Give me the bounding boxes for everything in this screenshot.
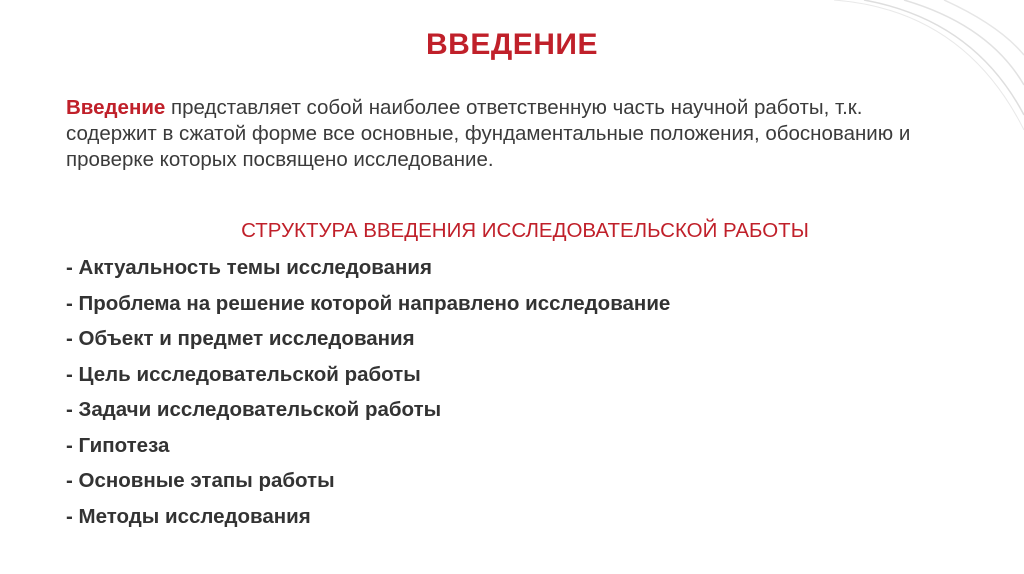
- list-item: - Методы исследования: [66, 504, 311, 528]
- list-item: - Проблема на решение которой направлено исследование: [66, 291, 671, 315]
- list-item: - Гипотеза: [66, 433, 170, 457]
- list-item: - Объект и предмет исследования: [66, 327, 415, 350]
- list-item: - Актуальность темы исследования: [66, 256, 432, 279]
- intro-text: представляет собой наиболее ответственную часть научной работы, т.к. содержит в сжатой форме все основные, фундаментальные положения, обоснованию и проверке которых посвящено исследование.: [66, 96, 911, 171]
- structure-heading: СТРУКТУРА ВВЕДЕНИЯ ИССЛЕДОВАТЕЛЬСКОЙ РАБОТЫ: [241, 219, 809, 242]
- intro-paragraph: [66, 95, 946, 173]
- structure-list: [66, 254, 670, 538]
- list-item: - Цель исследовательской работы: [66, 362, 421, 386]
- list-item: - Задачи исследовательской работы: [66, 398, 442, 421]
- slide-title: ВВЕДЕНИЕ: [426, 28, 598, 61]
- list-item: - Основные этапы работы: [66, 469, 335, 492]
- intro-lead-word: Введение: [66, 96, 166, 119]
